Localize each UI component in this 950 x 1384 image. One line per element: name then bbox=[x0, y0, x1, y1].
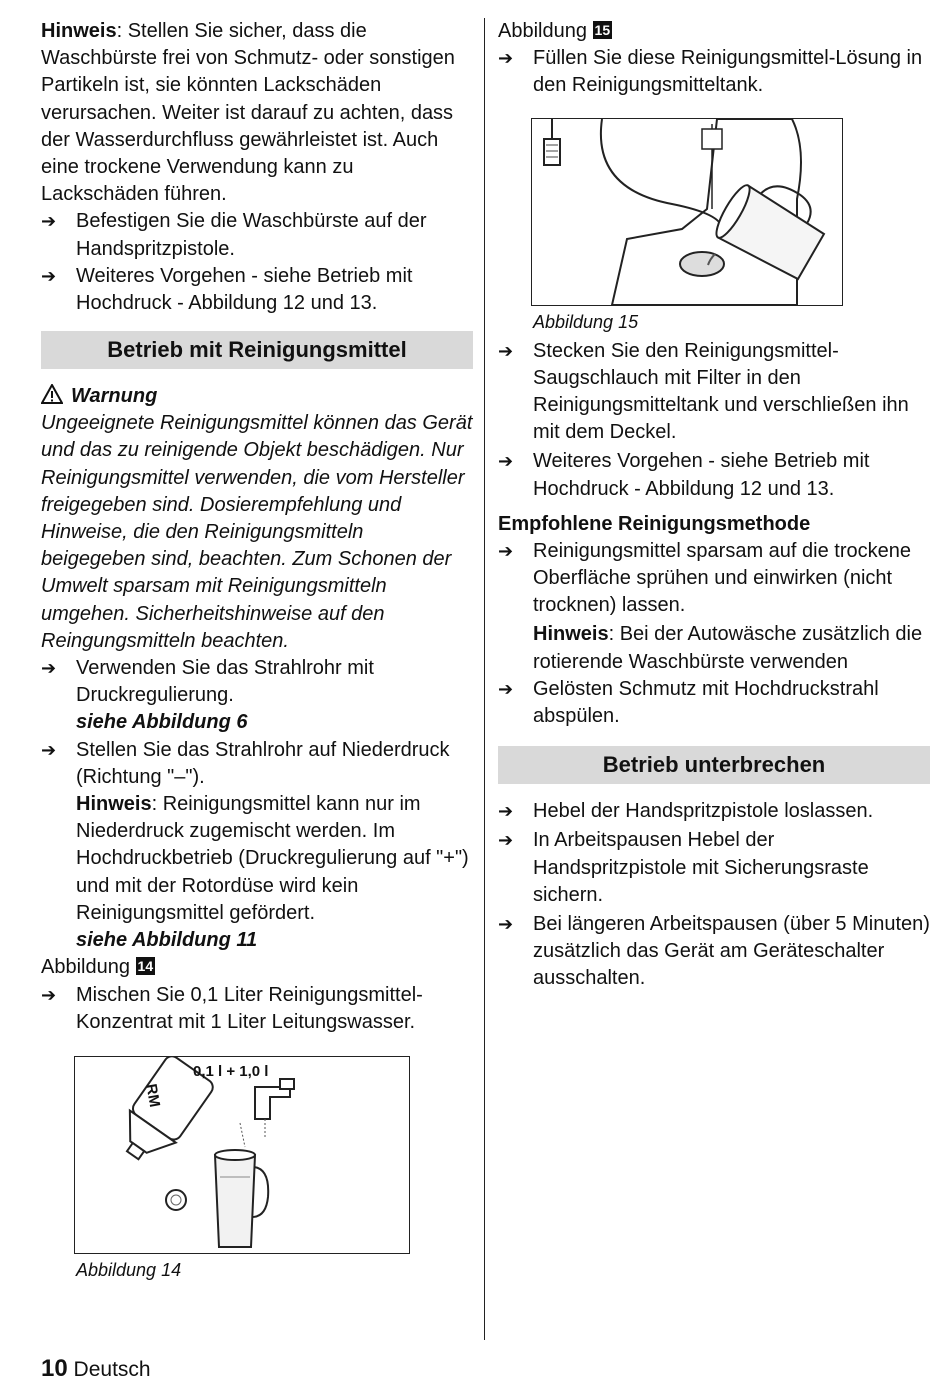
list-item bbox=[498, 338, 930, 447]
list-item bbox=[498, 45, 930, 99]
mixing-illustration bbox=[75, 1057, 409, 1253]
tank-filling-illustration bbox=[532, 119, 842, 305]
bullet-text: Befestigen Sie die Waschbürste auf der Handspritzpistole. bbox=[76, 210, 427, 260]
left-column bbox=[41, 18, 473, 1282]
list-item bbox=[41, 737, 473, 791]
bullet-text: Hebel der Handspritzpistole loslassen. bbox=[533, 800, 874, 823]
bullet-text: Stecken Sie den Reinigungsmittel-Saugschlauch mit Filter in den Reinigungsmitteltank und verschließen ihn mit dem Deckel. bbox=[533, 339, 909, 444]
arrow-right-icon: ➔ bbox=[498, 340, 514, 361]
list-item bbox=[41, 263, 473, 317]
warning-text: Ungeeignete Reinigungsmittel können das Gerät und das zu reinigende Objekt beschädigen. Nur Reinigungsmittel verwenden, die vom Hersteller freigegeben sind. Dosierempfehlung und Hinweise, die den Reinigungsmitteln beigegeben sind, beachten. Zum Schonen der Umwelt sparsam mit Reinigungsmitteln umgehen. Sicherheitshinweise auf den Reingungsmitteln beachten. bbox=[41, 412, 473, 652]
arrow-right-icon: ➔ bbox=[41, 984, 57, 1005]
warning-title: Warnung bbox=[71, 385, 158, 408]
warning-triangle-icon bbox=[41, 384, 63, 404]
arrow-right-icon: ➔ bbox=[498, 540, 514, 561]
note-text: : Bei der Autowäsche zusätzlich die rotierende Waschbürste verwenden bbox=[533, 623, 923, 673]
figure-14 bbox=[74, 1056, 410, 1254]
figure-label bbox=[498, 18, 930, 45]
bullet-text: Weiteres Vorgehen - siehe Betrieb mit Hochdruck - Abbildung 12 und 13. bbox=[533, 450, 870, 500]
figure-caption: Abbildung 15 bbox=[533, 311, 639, 332]
list-item bbox=[498, 448, 930, 502]
arrow-right-icon: ➔ bbox=[41, 739, 57, 760]
figure-reference: siehe Abbildung 11 bbox=[76, 929, 258, 952]
list-item bbox=[498, 827, 930, 909]
arrow-right-icon: ➔ bbox=[498, 914, 514, 935]
list-item bbox=[498, 911, 930, 993]
list-item bbox=[41, 982, 473, 1036]
bullet-text: Reinigungsmittel sparsam auf die trockene Oberfläche sprühen und einwirken (nicht trocknen) lassen. bbox=[533, 539, 911, 617]
figure-label-text: Abbildung bbox=[41, 956, 130, 979]
note bbox=[41, 791, 473, 927]
arrow-right-icon: ➔ bbox=[498, 48, 514, 69]
figure-caption: Abbildung 14 bbox=[76, 1259, 182, 1280]
page-footer bbox=[41, 1355, 151, 1384]
section-heading: Betrieb unterbrechen bbox=[498, 746, 930, 784]
figure-number-badge: 14 bbox=[137, 958, 154, 975]
arrow-right-icon: ➔ bbox=[41, 265, 57, 286]
bullet-text: Stellen Sie das Strahlrohr auf Niederdruck (Richtung "–"). bbox=[76, 738, 450, 788]
note-label: Hinweis bbox=[41, 20, 117, 42]
figure-reference: siehe Abbildung 6 bbox=[76, 711, 248, 734]
subheading: Empfohlene Reinigungsmethode bbox=[498, 512, 811, 535]
arrow-right-icon: ➔ bbox=[41, 211, 57, 232]
figure-label-text: Abbildung bbox=[498, 20, 587, 42]
arrow-right-icon: ➔ bbox=[41, 658, 57, 679]
note-label: Hinweis bbox=[76, 793, 152, 816]
bullet-text: Weiteres Vorgehen - siehe Betrieb mit Hochdruck - Abbildung 12 und 13. bbox=[76, 264, 413, 315]
list-item bbox=[41, 208, 473, 262]
figure-15 bbox=[531, 118, 843, 306]
arrow-right-icon: ➔ bbox=[498, 801, 514, 822]
bullet-text: In Arbeitspausen Hebel der Handspritzpistole mit Sicherungsraste sichern. bbox=[533, 829, 869, 906]
bullet-text: Füllen Sie diese Reinigungsmittel-Lösung in den Reinigungsmitteltank. bbox=[533, 47, 923, 97]
bullet-text: Bei längeren Arbeitspausen (über 5 Minuten) zusätzlich das Gerät am Geräteschalter ausschalten. bbox=[533, 913, 930, 990]
page-number: 10 bbox=[41, 1355, 68, 1382]
arrow-right-icon: ➔ bbox=[498, 451, 514, 472]
figure-label bbox=[41, 954, 473, 981]
arrow-right-icon: ➔ bbox=[498, 830, 514, 851]
section-heading: Betrieb mit Reinigungsmittel bbox=[41, 331, 473, 369]
bullet-text: Verwenden Sie das Strahlrohr mit Druckregulierung. bbox=[76, 657, 374, 707]
note-text: : Stellen Sie sicher, dass die Waschbürste frei von Schmutz- oder sonstigen Partikeln ist, sie könnten Lackschäden verursachen. Weiter ist darauf zu achten, dass der Wasserdurchfluss gewährleistet ist. Auch eine trockene Verwendung kann zu Lackschäden führen. bbox=[41, 20, 455, 206]
note bbox=[498, 621, 930, 675]
column-divider bbox=[484, 18, 485, 1340]
arrow-right-icon: ➔ bbox=[498, 678, 514, 699]
bullet-text: Gelösten Schmutz mit Hochdruckstrahl abspülen. bbox=[533, 677, 879, 728]
right-column bbox=[498, 18, 930, 993]
note-label: Hinweis bbox=[533, 623, 609, 646]
list-item bbox=[498, 798, 930, 825]
bullet-text: Mischen Sie 0,1 Liter Reinigungsmittel-Konzentrat mit 1 Liter Leitungswasser. bbox=[76, 983, 423, 1033]
mix-ratio-label: 0,1 l + 1,0 l bbox=[193, 1062, 269, 1080]
bottle-label: RM bbox=[142, 1082, 164, 1109]
note-text: : Reinigungsmittel kann nur im Niederdruck zugemischt werden. Im Hochdruckbetrieb (Druckregulierung auf "+") und mit der Rotordüse wird kein Reinigungsmittel gefördert. bbox=[76, 793, 469, 924]
page-language: Deutsch bbox=[73, 1358, 151, 1381]
intro-note bbox=[41, 18, 473, 208]
figure-number-badge: 15 bbox=[594, 22, 611, 38]
list-item bbox=[498, 676, 930, 730]
list-item bbox=[498, 538, 930, 620]
list-item bbox=[41, 655, 473, 709]
warning-heading bbox=[41, 383, 473, 410]
